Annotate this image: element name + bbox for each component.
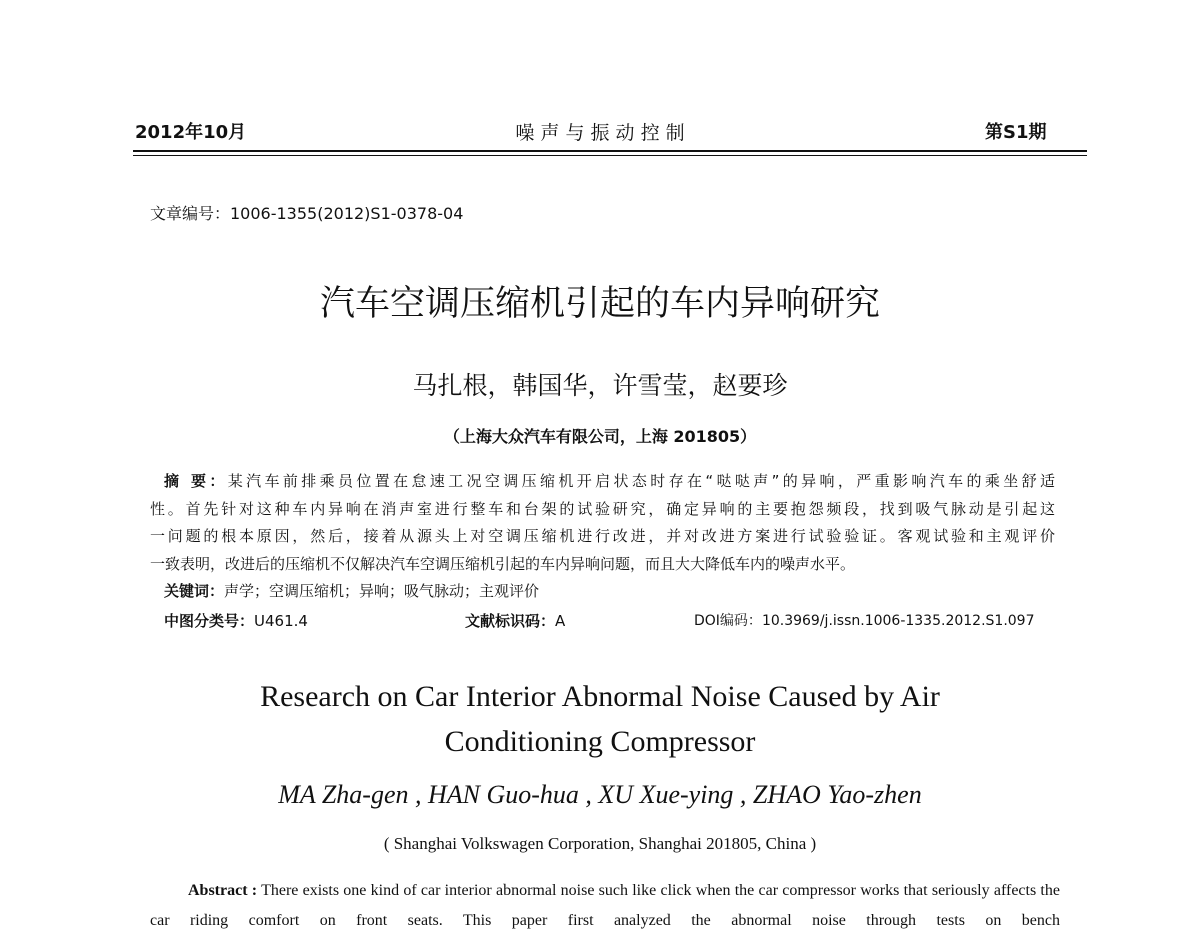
doi-label: DOI编码：: [694, 613, 762, 629]
abstract-cn: [150, 468, 1055, 606]
abstract-en-label: Abstract :: [188, 882, 258, 899]
classification-label: 中图分类号：: [164, 612, 255, 630]
title-en-line: Conditioning Compressor: [444, 725, 756, 758]
abstract-en: [150, 876, 1060, 936]
abstract-en-text: There exists one kind of car interior abnormal noise such like click when the car compressor works that seriously affects the car riding comfort on front seats. This paper first analyzed the abnormal noise through tests on bench: [150, 882, 1060, 929]
header-date: 2012年10月: [135, 122, 247, 143]
doc-code-value: A: [555, 612, 566, 630]
affiliation-cn: （上海大众汽车有限公司，上海 201805）: [443, 427, 757, 446]
abstract-cn-line: 一致表明，改进后的压缩机不仅解决汽车空调压缩机引起的车内异响问题，而且大大降低车内的噪声水平。: [150, 554, 856, 573]
title-en-line: Research on Car Interior Abnormal Noise Caused by Air: [260, 680, 940, 713]
authors-cn: 马扎根，韩国华，许雪莹，赵要珍: [412, 371, 788, 400]
affiliation-en: ( Shanghai Volkswagen Corporation, Shanghai 201805, China ): [383, 834, 817, 853]
keywords: 声学；空调压缩机；异响；吸气脉动；主观评价: [224, 582, 540, 601]
title-cn: 汽车空调压缩机引起的车内异响研究: [319, 284, 880, 324]
article-number: 文章编号：1006-1355(2012)S1-0378-04: [150, 204, 464, 223]
title-en: [0, 674, 1200, 764]
abstract-cn-line: 性。首先针对这种车内异响在消声室进行整车和台架的试验研究，确定异响的主要抱怨频段，找到吸气脉动是引起这: [150, 499, 1055, 518]
doi-value: 10.3969/j.issn.1006-1335.2012.S1.097: [761, 613, 1035, 629]
keywords-label: 关键词：: [164, 582, 225, 601]
doc-code-label: 文献标识码：: [465, 612, 556, 630]
header-issue: 第S1期: [985, 122, 1047, 143]
abstract-cn-line: 某汽车前排乘员位置在怠速工况空调压缩机开启状态时存在“哒哒声”的异响，严重影响汽车的乘坐舒适: [227, 472, 1055, 490]
journal-name: 噪 声 与 振 动 控 制: [515, 122, 685, 144]
abstract-cn-line: 一问题的根本原因，然后，接着从源头上对空调压缩机进行改进，并对改进方案进行试验验证。客观试验和主观评价: [150, 527, 1055, 546]
header-rule-thin: [133, 155, 1087, 156]
header-rule: [133, 150, 1087, 152]
authors-en: MA Zha-gen , HAN Guo-hua , XU Xue-ying , ZHAO Yao-zhen: [278, 780, 922, 809]
abstract-cn-label: 摘 要：: [164, 472, 228, 490]
classification-value: U461.4: [254, 612, 308, 630]
